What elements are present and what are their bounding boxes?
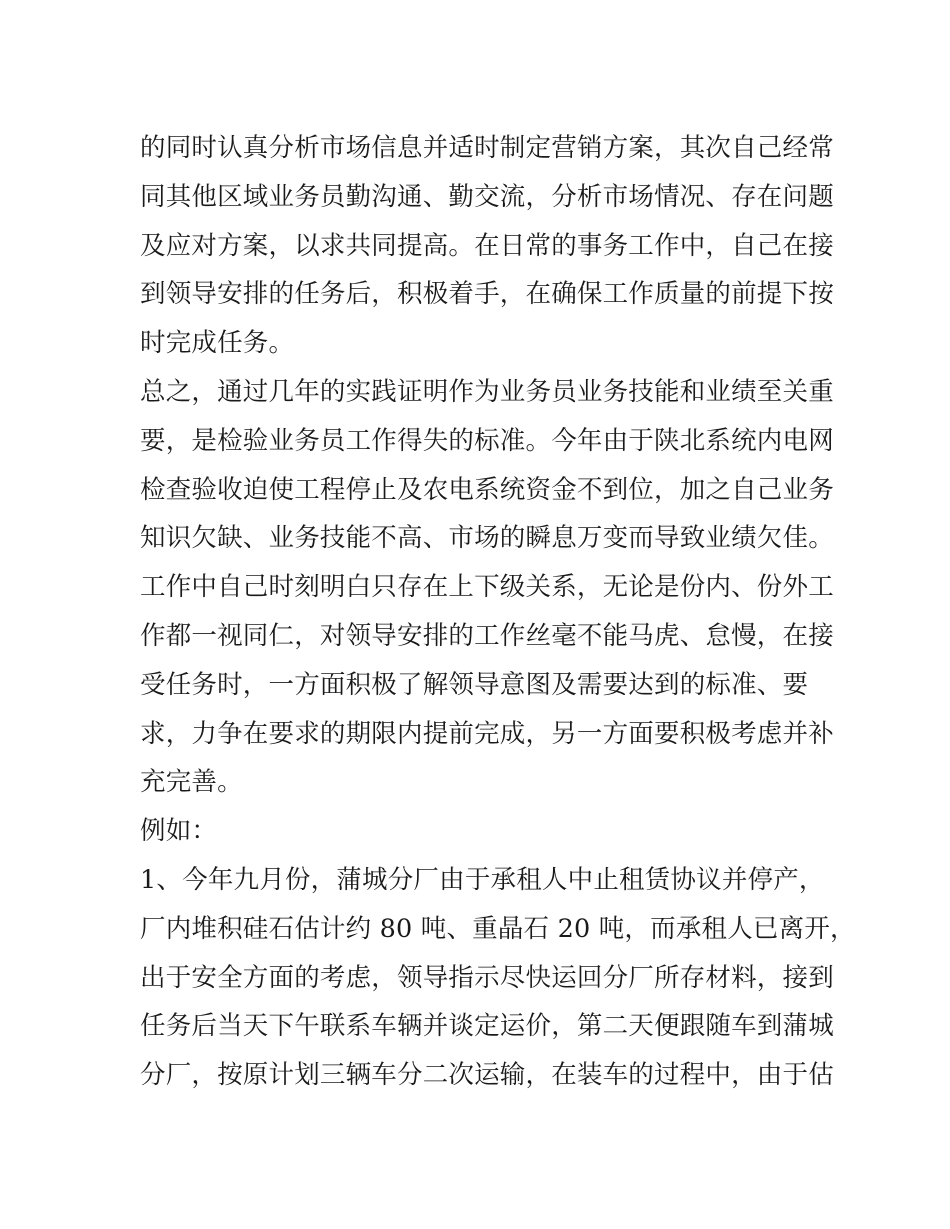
- text-line: 例如：: [140, 816, 218, 847]
- text-line: 要，是检验业务员工作得失的标准。今年由于陕北系统内电网: [140, 425, 834, 456]
- text-line: 分厂，按原计划三辆车分二次运输，在装车的过程中，由于估: [140, 1060, 834, 1091]
- text-line: 任务后当天下午联系车辆并谈定运价，第二天便跟随车到蒲城: [140, 1011, 834, 1042]
- text-line: 及应对方案，以求共同提高。在日常的事务工作中，自己在接: [140, 230, 834, 261]
- document-page: [140, 124, 856, 1100]
- text-line: 知识欠缺、业务技能不高、市场的瞬息万变而导致业绩欠佳。: [140, 523, 834, 554]
- text-line: 受任务时，一方面积极了解领导意图及需要达到的标准、要: [140, 669, 809, 700]
- text-line: 时完成任务。: [140, 328, 295, 359]
- paragraph-work-communication: [140, 124, 834, 368]
- paragraph-example-1: [140, 856, 856, 1100]
- text-line: 总之，通过几年的实践证明作为业务员业务技能和业绩至关重: [140, 376, 834, 407]
- text-line: 作都一视同仁，对领导安排的工作丝毫不能马虎、怠慢，在接: [140, 620, 834, 651]
- text-line: 出于安全方面的考虑，领导指示尽快运回分厂所存材料，接到: [140, 962, 834, 993]
- text-line: 同其他区域业务员勤沟通、勤交流，分析市场情况、存在问题: [140, 181, 834, 212]
- text-line: 求，力争在要求的期限内提前完成，另一方面要积极考虑并补: [140, 718, 834, 749]
- text-line: 充完善。: [140, 767, 243, 798]
- text-line: 厂内堆积硅石估计约 80 吨、重晶石 20 吨，而承租人已离开，: [140, 913, 856, 944]
- paragraph-example-heading: [140, 807, 816, 856]
- paragraph-summary: [140, 368, 834, 807]
- text-line: 检查验收迫使工程停止及农电系统资金不到位，加之自己业务: [140, 474, 834, 505]
- text-line: 的同时认真分析市场信息并适时制定营销方案，其次自己经常: [140, 133, 834, 163]
- text-line: 到领导安排的任务后，积极着手，在确保工作质量的前提下按: [140, 279, 834, 310]
- text-line: 工作中自己时刻明白只存在上下级关系，无论是份内、份外工: [140, 572, 834, 603]
- text-line: 1、今年九月份，蒲城分厂由于承租人中止租赁协议并停产，: [140, 864, 825, 895]
